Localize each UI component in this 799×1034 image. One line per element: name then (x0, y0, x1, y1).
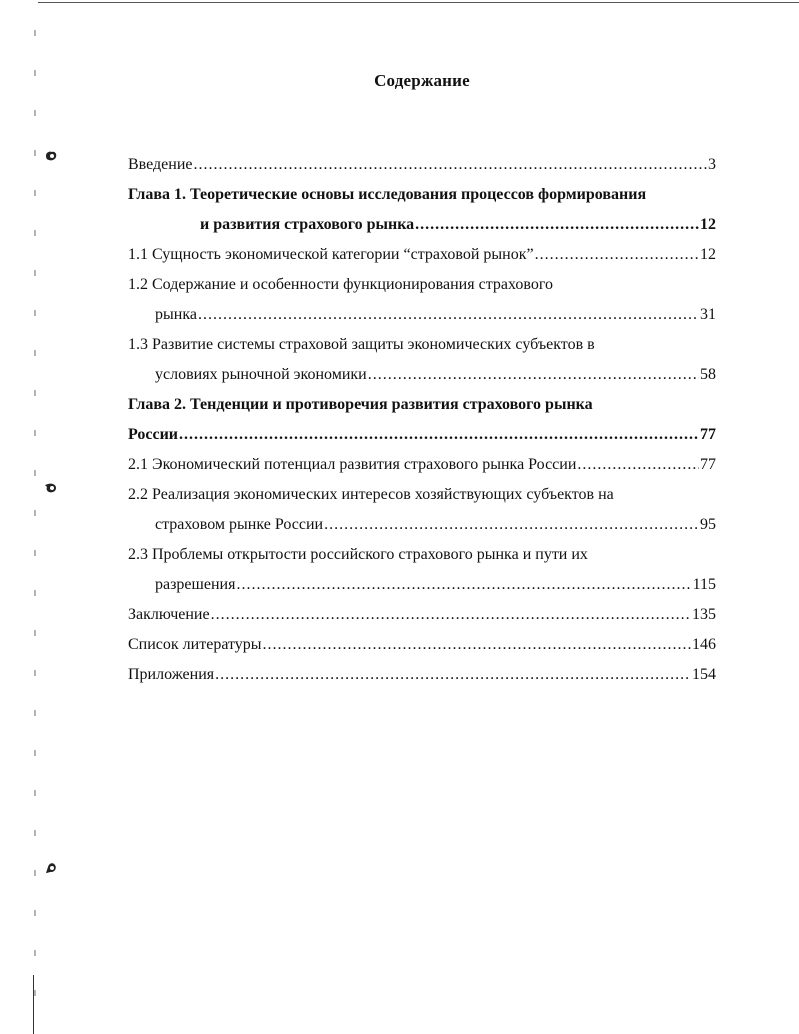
toc-entry-text: разрешения (155, 576, 236, 593)
dot-leader (324, 510, 699, 540)
toc-chapter1-line1[interactable]: Глава 1. Теоретические основы исследования процессов формирования (128, 186, 647, 203)
toc-page-number: 58 (700, 366, 716, 383)
toc-entry-text: Введение (128, 156, 193, 173)
dot-leader (577, 450, 699, 480)
toc-page-number: 31 (700, 306, 716, 323)
top-scan-edge-line (38, 2, 799, 3)
dot-leader (198, 300, 699, 330)
toc-entry-text: 1.1 Сущность экономической категории “страховой рынок” (128, 246, 534, 263)
toc-entry-conclusion[interactable] (128, 600, 716, 630)
toc-entry-text: рынка (155, 306, 197, 323)
toc-page-number: 146 (692, 636, 716, 653)
toc-entry-text: условиях рыночной экономики (155, 366, 367, 383)
toc-entry-section-2-2[interactable] (128, 510, 716, 540)
toc-entry-section-1-2[interactable] (128, 300, 716, 330)
toc-page-number: 135 (692, 606, 716, 623)
dot-leader (535, 240, 699, 270)
toc-entry-text: Заключение (128, 606, 210, 623)
toc-page-number: 115 (692, 576, 716, 593)
toc-section-1-2-line1[interactable]: 1.2 Содержание и особенности функционирования страхового (128, 276, 553, 293)
table-of-contents (128, 150, 716, 690)
dot-leader (211, 600, 691, 630)
punch-hole-mark-icon (44, 861, 56, 873)
dot-leader (194, 150, 708, 180)
punch-hole-mark-icon (44, 482, 56, 494)
toc-entry-appendices[interactable] (128, 660, 716, 690)
toc-entry-text: страховом рынке России (155, 516, 324, 533)
toc-section-1-3-line1[interactable]: 1.3 Развитие системы страховой защиты экономических субъектов в (128, 336, 595, 353)
toc-page-number: 12 (700, 246, 716, 263)
dot-leader (236, 570, 691, 600)
toc-section-2-3-line1[interactable]: 2.3 Проблемы открытости российского страхового рынка и пути их (128, 546, 588, 563)
toc-entry-text: России (128, 426, 179, 443)
toc-entry-section-1-3[interactable] (128, 360, 716, 390)
dot-leader (215, 660, 691, 690)
dot-leader (415, 210, 699, 240)
dot-leader (368, 360, 699, 390)
toc-entry-chapter2[interactable] (128, 420, 716, 450)
toc-entry-text: Приложения (128, 666, 215, 683)
dot-leader (179, 420, 699, 450)
toc-entry-intro[interactable] (128, 150, 716, 180)
left-margin-binding-marks (34, 30, 36, 1030)
toc-chapter2-line1[interactable]: Глава 2. Тенденции и противоречия развития страхового рынка (128, 396, 593, 413)
dot-leader (263, 630, 691, 660)
toc-page-number: 12 (700, 216, 716, 233)
toc-page-number: 3 (708, 156, 716, 173)
page-title: Содержание (374, 71, 470, 90)
toc-entry-section-2-1[interactable] (128, 450, 716, 480)
toc-page-number: 95 (700, 516, 716, 533)
toc-entry-text: 2.1 Экономический потенциал развития страхового рынка России (128, 456, 577, 473)
toc-page-number: 154 (692, 666, 716, 683)
toc-entry-chapter1[interactable] (128, 210, 716, 240)
toc-section-2-2-line1[interactable]: 2.2 Реализация экономических интересов хозяйствующих субъектов на (128, 486, 614, 503)
toc-entry-text: и развития страхового рынка (200, 216, 415, 233)
toc-entry-references[interactable] (128, 630, 716, 660)
punch-hole-mark-icon (44, 150, 56, 162)
toc-entry-section-1-1[interactable] (128, 240, 716, 270)
toc-page-number: 77 (700, 456, 716, 473)
left-margin-edge-line (33, 975, 34, 1034)
toc-entry-text: Список литературы (128, 636, 262, 653)
toc-entry-section-2-3[interactable] (128, 570, 716, 600)
toc-page-number: 77 (700, 426, 716, 443)
